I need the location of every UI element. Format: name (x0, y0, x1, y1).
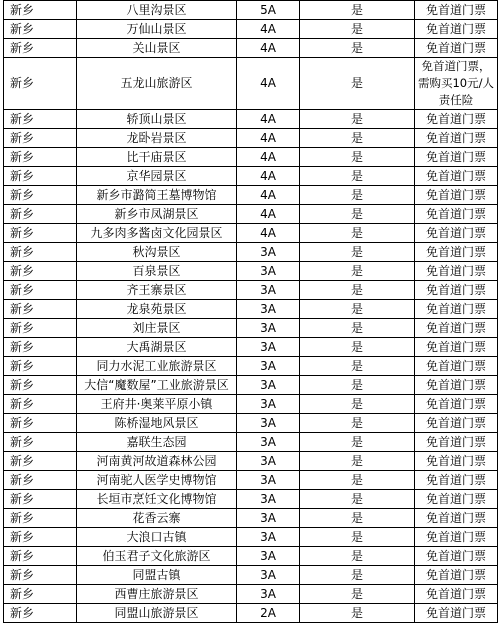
table-row (4, 167, 498, 186)
scenic-name-cell: 同盟古镇 (77, 566, 237, 585)
grade-cell: 3A (237, 357, 300, 376)
grade-cell: 2A (237, 604, 300, 623)
table-row (4, 58, 498, 110)
free-status-cell: 是 (300, 129, 415, 148)
table-row (4, 566, 498, 585)
city-cell: 新乡 (4, 167, 77, 186)
free-status-cell: 是 (300, 319, 415, 338)
city-cell: 新乡 (4, 281, 77, 300)
city-cell: 新乡 (4, 224, 77, 243)
free-status-cell: 是 (300, 490, 415, 509)
scenic-name-cell: 王府井·奥莱平原小镇 (77, 395, 237, 414)
scenic-name-cell: 大禹湖景区 (77, 338, 237, 357)
table-row (4, 300, 498, 319)
scenic-spot-table (3, 0, 498, 623)
ticket-note-cell: 免首道门票 (415, 376, 498, 395)
city-cell: 新乡 (4, 262, 77, 281)
free-status-cell: 是 (300, 224, 415, 243)
free-status-cell: 是 (300, 1, 415, 20)
scenic-name-cell: 刘庄景区 (77, 319, 237, 338)
scenic-name-cell: 陈桥湿地风景区 (77, 414, 237, 433)
ticket-note-cell: 免首道门票 (415, 433, 498, 452)
table-row (4, 129, 498, 148)
city-cell: 新乡 (4, 395, 77, 414)
free-status-cell: 是 (300, 585, 415, 604)
city-cell: 新乡 (4, 300, 77, 319)
ticket-note-cell: 免首道门票 (415, 243, 498, 262)
ticket-note-cell: 免首道门票 (415, 604, 498, 623)
scenic-name-cell: 轿顶山景区 (77, 110, 237, 129)
free-status-cell: 是 (300, 338, 415, 357)
table-row (4, 547, 498, 566)
grade-cell: 3A (237, 300, 300, 319)
grade-cell: 3A (237, 452, 300, 471)
grade-cell: 4A (237, 148, 300, 167)
ticket-note-cell: 免首道门票 (415, 224, 498, 243)
city-cell: 新乡 (4, 205, 77, 224)
table-row (4, 20, 498, 39)
grade-cell: 4A (237, 129, 300, 148)
free-status-cell: 是 (300, 281, 415, 300)
grade-cell: 3A (237, 376, 300, 395)
free-status-cell: 是 (300, 148, 415, 167)
free-status-cell: 是 (300, 376, 415, 395)
table-row (4, 490, 498, 509)
grade-cell: 4A (237, 205, 300, 224)
city-cell: 新乡 (4, 58, 77, 110)
scenic-name-cell: 河南黄河故道森林公园 (77, 452, 237, 471)
free-status-cell: 是 (300, 58, 415, 110)
ticket-note-cell: 免首道门票 (415, 20, 498, 39)
grade-cell: 5A (237, 1, 300, 20)
ticket-note-cell: 免首道门票 (415, 395, 498, 414)
ticket-note-cell: 免首道门票 (415, 528, 498, 547)
ticket-note-cell: 免首道门票 (415, 490, 498, 509)
ticket-note-cell: 免首道门票 (415, 205, 498, 224)
city-cell: 新乡 (4, 243, 77, 262)
table-row (4, 338, 498, 357)
free-status-cell: 是 (300, 414, 415, 433)
scenic-name-cell: 京华园景区 (77, 167, 237, 186)
free-status-cell: 是 (300, 243, 415, 262)
scenic-name-cell: 比干庙景区 (77, 148, 237, 167)
ticket-note-cell: 免首道门票 (415, 319, 498, 338)
grade-cell: 3A (237, 319, 300, 338)
grade-cell: 3A (237, 433, 300, 452)
free-status-cell: 是 (300, 547, 415, 566)
table-row (4, 148, 498, 167)
city-cell: 新乡 (4, 528, 77, 547)
scenic-name-cell: 九多肉多酱卤文化园景区 (77, 224, 237, 243)
grade-cell: 3A (237, 414, 300, 433)
grade-cell: 3A (237, 243, 300, 262)
city-cell: 新乡 (4, 148, 77, 167)
city-cell: 新乡 (4, 129, 77, 148)
free-status-cell: 是 (300, 528, 415, 547)
city-cell: 新乡 (4, 376, 77, 395)
table-row (4, 205, 498, 224)
city-cell: 新乡 (4, 319, 77, 338)
ticket-note-cell: 免首道门票 (415, 281, 498, 300)
city-cell: 新乡 (4, 547, 77, 566)
free-status-cell: 是 (300, 205, 415, 224)
free-status-cell: 是 (300, 604, 415, 623)
grade-cell: 3A (237, 471, 300, 490)
grade-cell: 4A (237, 186, 300, 205)
scenic-name-cell: 伯玉君子文化旅游区 (77, 547, 237, 566)
ticket-note-cell: 免首道门票 (415, 471, 498, 490)
table-row (4, 509, 498, 528)
scenic-name-cell: 大浪口古镇 (77, 528, 237, 547)
ticket-note-cell: 免首道门票 (415, 39, 498, 58)
grade-cell: 3A (237, 528, 300, 547)
free-status-cell: 是 (300, 186, 415, 205)
table-row (4, 186, 498, 205)
scenic-name-cell: 齐王寨景区 (77, 281, 237, 300)
table-row (4, 281, 498, 300)
table-row (4, 414, 498, 433)
city-cell: 新乡 (4, 20, 77, 39)
ticket-note-cell: 免首道门票 (415, 414, 498, 433)
free-status-cell: 是 (300, 471, 415, 490)
scenic-name-cell: 同盟山旅游景区 (77, 604, 237, 623)
grade-cell: 4A (237, 110, 300, 129)
scenic-name-cell: 秋沟景区 (77, 243, 237, 262)
ticket-note-cell: 免首道门票 (415, 585, 498, 604)
city-cell: 新乡 (4, 471, 77, 490)
scenic-name-cell: 长垣市烹饪文化博物馆 (77, 490, 237, 509)
city-cell: 新乡 (4, 585, 77, 604)
scenic-name-cell: 八里沟景区 (77, 1, 237, 20)
scenic-name-cell: 新乡市凤湖景区 (77, 205, 237, 224)
city-cell: 新乡 (4, 1, 77, 20)
city-cell: 新乡 (4, 566, 77, 585)
ticket-note-cell: 免首道门票 (415, 300, 498, 319)
grade-cell: 4A (237, 58, 300, 110)
scenic-name-cell: 嘉联生态园 (77, 433, 237, 452)
free-status-cell: 是 (300, 39, 415, 58)
grade-cell: 4A (237, 167, 300, 186)
scenic-name-cell: 关山景区 (77, 39, 237, 58)
ticket-note-cell: 免首道门票 (415, 167, 498, 186)
free-status-cell: 是 (300, 566, 415, 585)
grade-cell: 4A (237, 20, 300, 39)
grade-cell: 3A (237, 395, 300, 414)
ticket-note-cell: 免首道门票，需购买10元/人责任险 (415, 58, 498, 110)
grade-cell: 3A (237, 490, 300, 509)
city-cell: 新乡 (4, 186, 77, 205)
city-cell: 新乡 (4, 604, 77, 623)
free-status-cell: 是 (300, 433, 415, 452)
grade-cell: 4A (237, 224, 300, 243)
free-status-cell: 是 (300, 509, 415, 528)
ticket-note-cell: 免首道门票 (415, 566, 498, 585)
ticket-note-cell: 免首道门票 (415, 148, 498, 167)
table-row (4, 452, 498, 471)
table-row (4, 262, 498, 281)
ticket-note-cell: 免首道门票 (415, 509, 498, 528)
table-row (4, 357, 498, 376)
scenic-name-cell: 新乡市潞简王墓博物馆 (77, 186, 237, 205)
table-row (4, 1, 498, 20)
table-row (4, 224, 498, 243)
city-cell: 新乡 (4, 338, 77, 357)
city-cell: 新乡 (4, 357, 77, 376)
table-row (4, 471, 498, 490)
city-cell: 新乡 (4, 414, 77, 433)
table-row (4, 319, 498, 338)
scenic-name-cell: 花香云寨 (77, 509, 237, 528)
ticket-note-cell: 免首道门票 (415, 186, 498, 205)
scenic-name-cell: 龙卧岩景区 (77, 129, 237, 148)
free-status-cell: 是 (300, 20, 415, 39)
scenic-name-cell: 西曹庄旅游景区 (77, 585, 237, 604)
ticket-note-cell: 免首道门票 (415, 357, 498, 376)
grade-cell: 4A (237, 39, 300, 58)
free-status-cell: 是 (300, 357, 415, 376)
grade-cell: 3A (237, 547, 300, 566)
grade-cell: 3A (237, 509, 300, 528)
city-cell: 新乡 (4, 433, 77, 452)
free-status-cell: 是 (300, 395, 415, 414)
grade-cell: 3A (237, 338, 300, 357)
table-row (4, 110, 498, 129)
ticket-note-cell: 免首道门票 (415, 110, 498, 129)
table-row (4, 376, 498, 395)
grade-cell: 3A (237, 281, 300, 300)
city-cell: 新乡 (4, 110, 77, 129)
free-status-cell: 是 (300, 262, 415, 281)
table-row (4, 39, 498, 58)
scenic-name-cell: 龙泉苑景区 (77, 300, 237, 319)
table-row (4, 243, 498, 262)
scenic-name-cell: 大信“魔数屋”工业旅游景区 (77, 376, 237, 395)
grade-cell: 3A (237, 566, 300, 585)
ticket-note-cell: 免首道门票 (415, 547, 498, 566)
city-cell: 新乡 (4, 490, 77, 509)
table-body (4, 1, 498, 623)
scenic-name-cell: 河南驼人医学史博物馆 (77, 471, 237, 490)
scenic-name-cell: 万仙山景区 (77, 20, 237, 39)
ticket-note-cell: 免首道门票 (415, 262, 498, 281)
table-row (4, 528, 498, 547)
city-cell: 新乡 (4, 452, 77, 471)
city-cell: 新乡 (4, 39, 77, 58)
table-row (4, 395, 498, 414)
city-cell: 新乡 (4, 509, 77, 528)
ticket-note-cell: 免首道门票 (415, 129, 498, 148)
free-status-cell: 是 (300, 167, 415, 186)
scenic-name-cell: 百泉景区 (77, 262, 237, 281)
ticket-note-cell: 免首道门票 (415, 452, 498, 471)
free-status-cell: 是 (300, 300, 415, 319)
ticket-note-cell: 免首道门票 (415, 338, 498, 357)
scenic-name-cell: 同力水泥工业旅游景区 (77, 357, 237, 376)
table-row (4, 433, 498, 452)
free-status-cell: 是 (300, 452, 415, 471)
table-row (4, 604, 498, 623)
ticket-note-cell: 免首道门票 (415, 1, 498, 20)
free-status-cell: 是 (300, 110, 415, 129)
grade-cell: 3A (237, 585, 300, 604)
scenic-name-cell: 五龙山旅游区 (77, 58, 237, 110)
grade-cell: 3A (237, 262, 300, 281)
